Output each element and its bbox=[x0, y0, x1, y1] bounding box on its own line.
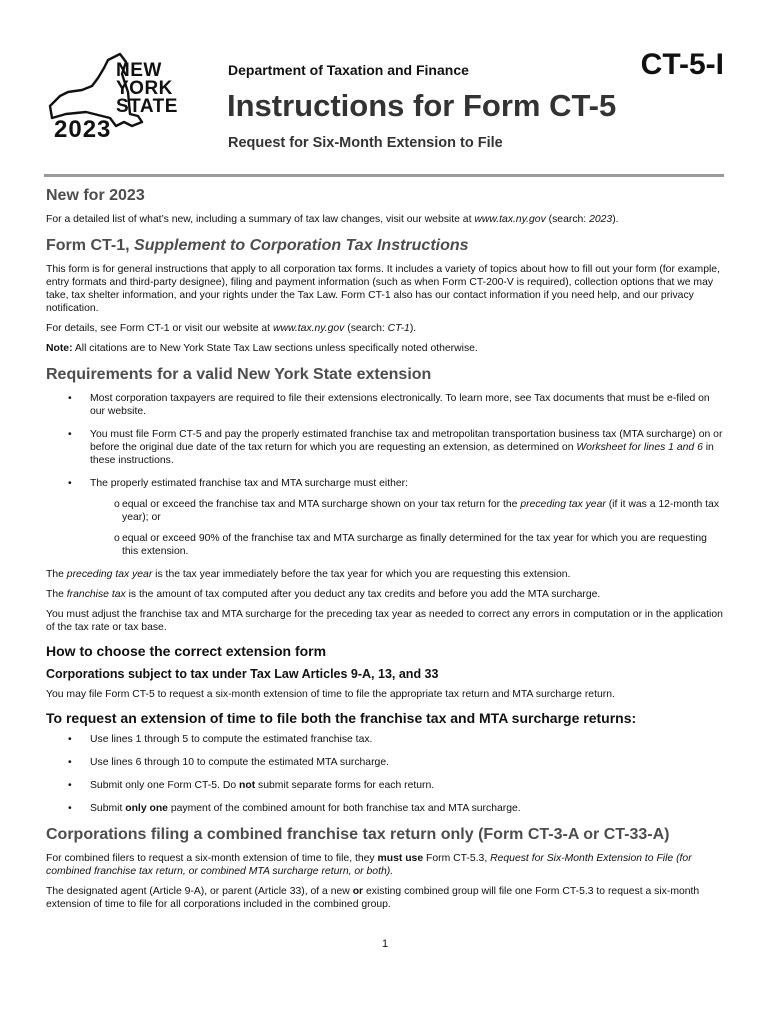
request-both-list bbox=[46, 733, 724, 815]
list-item: • Submit only one Form CT-5. Do not submit separate forms for each return. bbox=[46, 779, 724, 792]
list-item: • You must file Form CT-5 and pay the properly estimated franchise tax and metropolitan transportation business tax (MTA surcharge) on or before the original due date of the tax return for which you are requesting an extension, as determined on Worksheet for lines 1 and 6 in these instructions. bbox=[46, 428, 724, 467]
website-link[interactable]: www.tax.ny.gov bbox=[474, 214, 546, 225]
logo-text-new: NEW bbox=[116, 60, 162, 81]
requirements-list bbox=[46, 392, 724, 558]
heading-form-ct1: Form CT-1, Supplement to Corporation Tax Instructions bbox=[46, 237, 469, 254]
page-subtitle: Request for Six-Month Extension to File bbox=[228, 135, 503, 151]
definition-preceding-tax-year: The preceding tax year is the tax year immediately before the tax year for which you are requesting this extension. bbox=[46, 569, 571, 580]
combined-paragraph-1: For combined filers to request a six-month extension of time to file, they must use Form CT-5.3, Request for Six-Month Extension to File (for combined franchise tax return, or combined MTA surcharge return, or both). bbox=[46, 853, 692, 877]
logo-year: 2023 bbox=[54, 116, 112, 143]
heading-combined-return: Corporations filing a combined franchise tax return only (Form CT-3-A or CT-33-A) bbox=[46, 826, 670, 843]
page-number: 1 bbox=[381, 938, 389, 950]
sub-list-item: o equal or exceed 90% of the franchise tax and MTA surcharge as finally determined for the tax year for which you are requesting this extension. bbox=[90, 532, 724, 558]
ct1-note: Note: All citations are to New York State Tax Law sections unless specifically noted otherwise. bbox=[46, 343, 478, 354]
heading-request-both: To request an extension of time to file both the franchise tax and MTA surcharge returns: bbox=[46, 710, 637, 726]
sub-list bbox=[90, 498, 724, 558]
list-item: • The properly estimated franchise tax and MTA surcharge must either: o equal or exceed the franchise tax and MTA surcharge shown on your tax return for the preceding tax year (if it was a 12-month tax year); or o equal or exceed 90% of the franchise tax and MTA surcharge as finally determined for the tax year for which you are requesting this extension. bbox=[46, 477, 724, 558]
heading-choose-form: How to choose the correct extension form bbox=[46, 643, 327, 659]
heading-new-for: New for 2023 bbox=[46, 187, 145, 204]
list-item: • Most corporation taxpayers are required to file their extensions electronically. To learn more, see Tax documents that must be e-filed on our website. bbox=[46, 392, 724, 418]
subheading-articles: Corporations subject to tax under Tax Law Articles 9-A, 13, and 33 bbox=[46, 667, 439, 681]
heading-requirements: Requirements for a valid New York State extension bbox=[46, 366, 432, 383]
logo-text-york: YORK bbox=[116, 78, 173, 99]
list-item: • Submit only one payment of the combined amount for both franchise tax and MTA surcharge. bbox=[46, 802, 724, 815]
new-for-paragraph: For a detailed list of what’s new, including a summary of tax law changes, visit our website at www.tax.ny.gov (search: 2023). bbox=[46, 214, 619, 225]
document-body bbox=[46, 186, 724, 918]
website-link[interactable]: www.tax.ny.gov bbox=[272, 323, 345, 334]
header-divider bbox=[44, 174, 724, 177]
adjust-paragraph: You must adjust the franchise tax and MTA surcharge for the preceding tax year as needed to correct any errors in computation or in the application of the tax rate or tax base. bbox=[46, 609, 723, 633]
list-item: • Use lines 1 through 5 to compute the estimated franchise tax. bbox=[46, 733, 724, 746]
choose-paragraph: You may file Form CT-5 to request a six-month extension of time to file the appropriate tax return and MTA surcharge return. bbox=[46, 689, 615, 700]
ct1-paragraph: This form is for general instructions that apply to all corporation tax forms. It includes a variety of topics about how to fill out your form (for example, entry formats and third-party designee), filing and payment information (such as when Form CT-200-V is required), collection options that we may take, tax shelter information, and your rights under the Tax Law. Form CT-1 also has our contact information if you need help, and our privacy notification. bbox=[46, 264, 720, 314]
form-number: CT-5-I bbox=[640, 48, 724, 81]
department-name: Department of Taxation and Finance bbox=[228, 62, 469, 78]
sub-list-item: o equal or exceed the franchise tax and MTA surcharge shown on your tax return for the preceding tax year (if it was a 12-month tax year); or bbox=[90, 498, 724, 524]
ct1-details: For details, see Form CT-1 or visit our website at www.tax.ny.gov (search: CT-1). bbox=[46, 323, 417, 334]
combined-paragraph-2: The designated agent (Article 9-A), or parent (Article 33), of a new or existing combined group will file one Form CT-5.3 to request a six-month extension of time to file for all corporations included in the combined group. bbox=[46, 886, 700, 910]
definition-franchise-tax: The franchise tax is the amount of tax computed after you deduct any tax credits and before you add the MTA surcharge. bbox=[46, 589, 601, 600]
logo-text-state: STATE bbox=[116, 96, 178, 117]
list-item: • Use lines 6 through 10 to compute the estimated MTA surcharge. bbox=[46, 756, 724, 769]
page-title: Instructions for Form CT-5 bbox=[227, 88, 617, 123]
